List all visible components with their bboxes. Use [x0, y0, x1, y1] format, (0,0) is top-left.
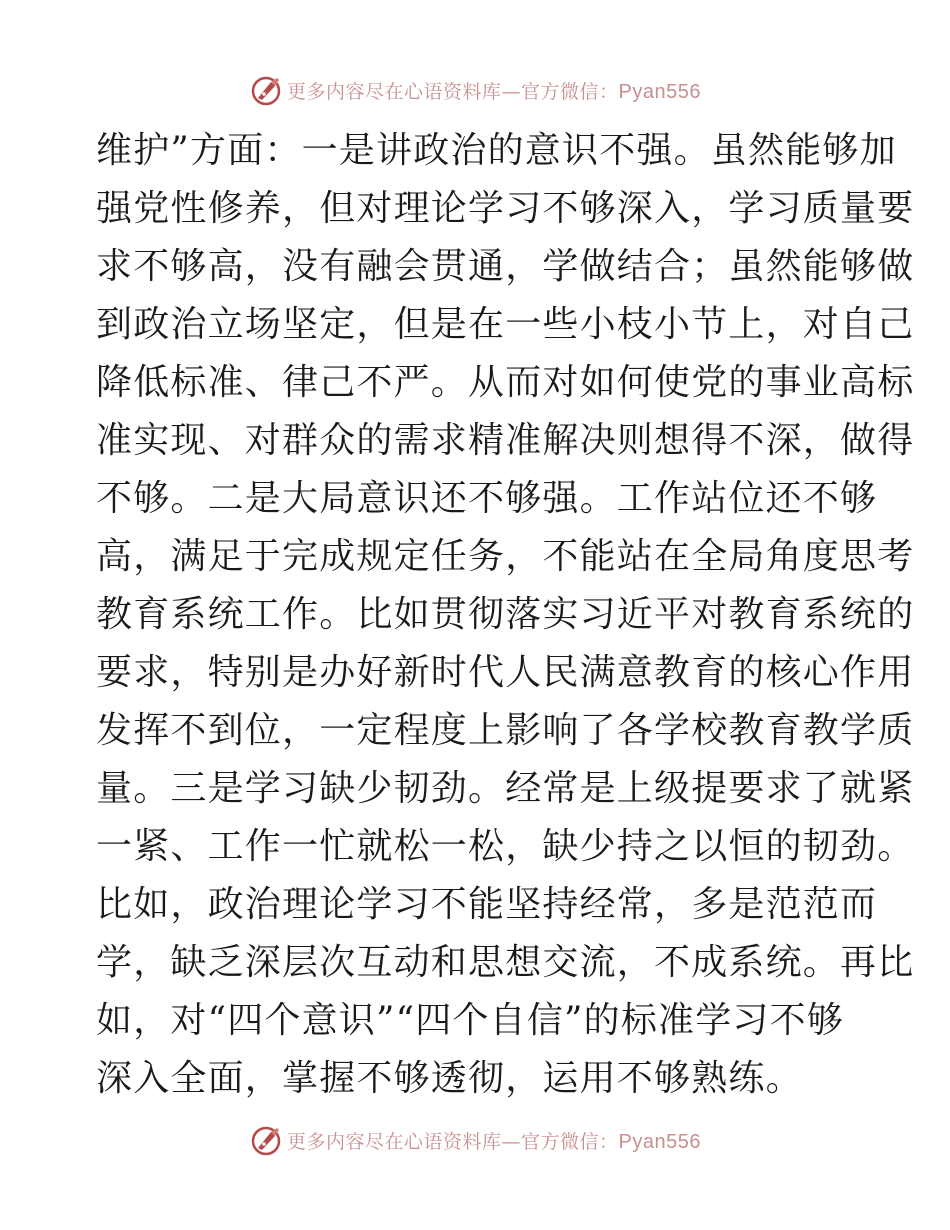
body-line: 到政治立场坚定，但是在一些小枝小节上，对自己 [96, 304, 915, 345]
body-line: 强党性修养，但对理论学习不够深入，学习质量要 [96, 188, 915, 229]
body-line: 深入全面，掌握不够透彻，运用不够熟练。 [96, 1058, 803, 1099]
body-line: 维护”方面：一是讲政治的意识不强。虽然能够加 [96, 130, 897, 171]
body-line: 教育系统工作。比如贯彻落实习近平对教育系统的 [96, 594, 915, 635]
body-line: 如，对“四个意识”“四个自信”的标准学习不够 [96, 1000, 845, 1041]
body-line: 学，缺乏深层次互动和思想交流，不成系统。再比 [96, 942, 915, 983]
pen-nib-logo-icon [249, 73, 283, 107]
body-line: 一紧、工作一忙就松一松，缺少持之以恒的韧劲。 [96, 826, 915, 867]
body-line: 发挥不到位，一定程度上影响了各学校教育教学质 [96, 710, 915, 751]
body-line: 要求，特别是办好新时代人民满意教育的核心作用 [96, 652, 915, 693]
header-watermark [0, 70, 950, 110]
pen-nib-logo-icon [249, 1123, 283, 1157]
watermark-text: 更多内容尽在心语资料库—官方微信：Pyan556 [287, 80, 701, 103]
body-line: 准实现、对群众的需求精准解决则想得不深，做得 [96, 420, 915, 461]
footer-watermark [0, 1120, 950, 1160]
watermark-text: 更多内容尽在心语资料库—官方微信：Pyan556 [287, 1130, 701, 1153]
body-line: 降低标准、律己不严。从而对如何使党的事业高标 [96, 362, 915, 403]
body-line: 比如，政治理论学习不能坚持经常，多是范范而 [96, 884, 878, 925]
body-line: 不够。二是大局意识还不够强。工作站位还不够 [96, 478, 878, 519]
body-line: 求不够高，没有融会贯通，学做结合；虽然能够做 [96, 246, 915, 287]
body-line: 量。三是学习缺少韧劲。经常是上级提要求了就紧 [96, 768, 915, 809]
body-line: 高，满足于完成规定任务，不能站在全局角度思考 [96, 536, 915, 577]
document-body [96, 122, 915, 1108]
